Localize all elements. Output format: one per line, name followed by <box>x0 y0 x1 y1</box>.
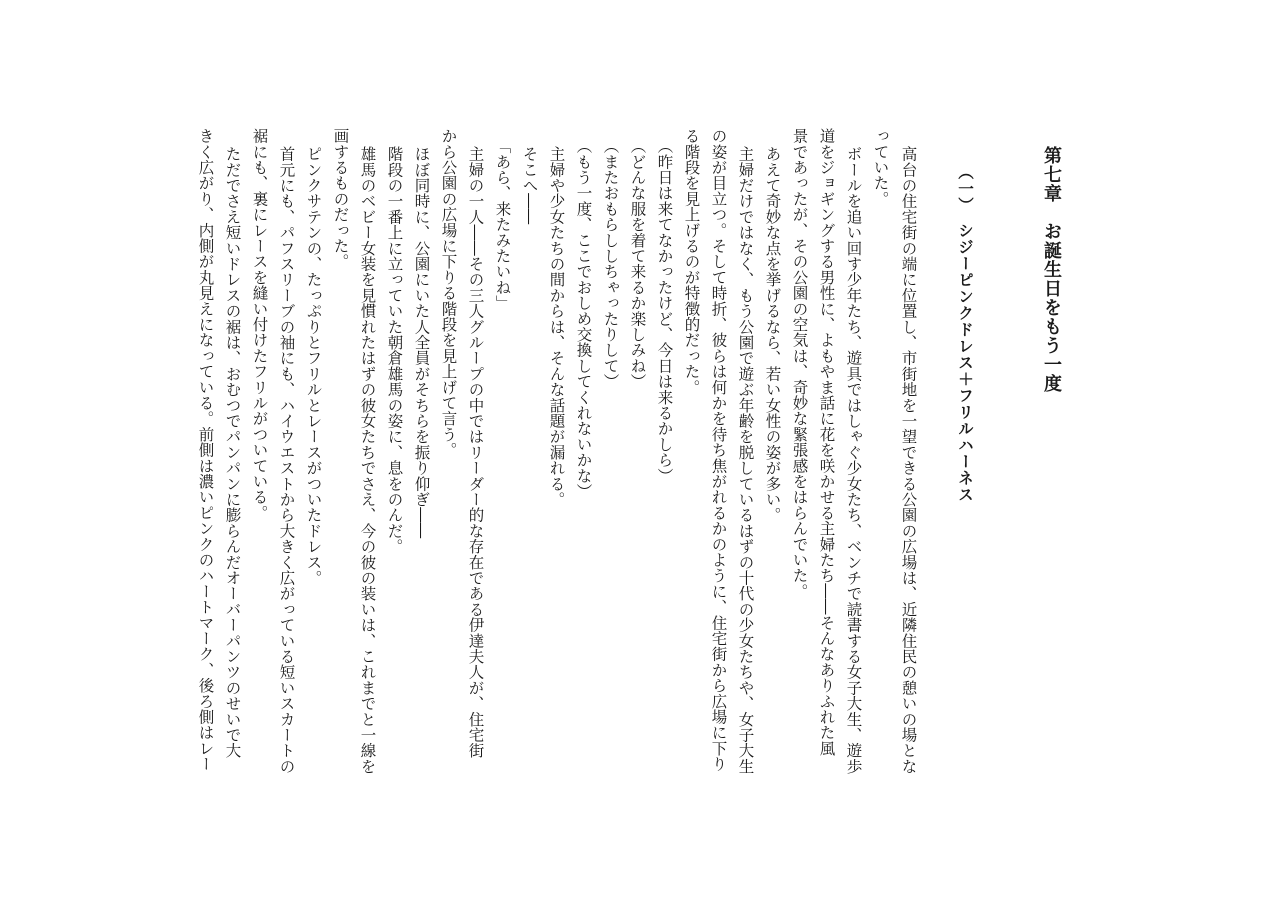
body-line: 主婦の一人――その三人グループの中ではリーダー的な存在である伊達夫人が、住宅街 <box>466 146 485 759</box>
body-line: ただでさえ短いドレスの裾は、おむつでパンパンに膨らんだオーバーパンツのせいで大 <box>223 146 242 759</box>
body-line: 道をジョギングする男性に、よもやま話に花を咲かせる主婦たち――そんなありふれた風 <box>817 128 836 756</box>
body-line: 高台の住宅街の端に位置し、市街地を一望できる公園の広場は、近隣住民の憩いの場とな <box>899 146 918 774</box>
body-line: そこへ―― <box>520 146 539 225</box>
body-line: あえて奇妙な点を挙げるなら、若い女性の姿が多い。 <box>763 146 782 523</box>
body-line: の姿が目立つ。そして時折、彼らは何かを待ち焦がれるかのように、住宅街から広場に下り <box>709 128 728 772</box>
body-line: から公園の広場に下りる階段を見上げて言う。 <box>439 128 458 458</box>
body-line: ボールを追い回す少年たち、遊具ではしゃぐ少女たち、ベンチで読書する女子大生、遊歩 <box>844 146 863 774</box>
body-line: 裾にも、裏にレースを縫い付けたフリルがついている。 <box>250 128 269 521</box>
body-line: ほぼ同時に、公園にいた人全員がそちらを振り仰ぎ―― <box>412 146 431 539</box>
section-title: （一） シジーピンクドレス＋フリルハーネス <box>956 164 975 503</box>
body-line: （もう一度、ここでおしめ交換してくれないかな） <box>574 138 593 500</box>
body-line: 主婦や少女たちの間からは、そんな話題が漏れる。 <box>547 146 566 508</box>
body-line: る階段を見上げるのが特徴的だった。 <box>682 128 701 395</box>
body-line: きく広がり、内側が丸見えになっている。前側は濃いピンクのハートマーク、後ろ側はレー <box>196 128 215 772</box>
chapter-title: 第七章 お誕生日をもう一度 <box>1041 146 1062 393</box>
body-line: 主婦だけではなく、もう公園で遊ぶ年齢を脱しているはずの十代の少女たちや、女子大生 <box>736 146 755 774</box>
body-line: （昨日は来てなかったけど、今日は来るかしら） <box>655 138 674 484</box>
body-line: 画するものだった。 <box>331 128 350 270</box>
body-line: 階段の一番上に立っていた朝倉雄馬の姿に、息をのんだ。 <box>385 146 404 555</box>
body-line: っていた。 <box>871 128 890 207</box>
body-line: 首元にも、パフスリーブの袖にも、ハイウエストから大きく広がっている短いスカートの <box>277 146 296 774</box>
body-line: （またおもらししちゃったりして） <box>601 138 620 390</box>
body-line: 「あら、来たみたいね」 <box>493 138 512 311</box>
body-line: 雄馬のベビー女装を見慣れたはずの彼女たちでさえ、今の彼の装いは、これまでと一線を <box>358 146 377 774</box>
body-line: 景であったが、その公園の空気は、奇妙な緊張感をはらんでいた。 <box>790 128 809 599</box>
body-line: （どんな服を着て来るか楽しみね） <box>628 138 647 390</box>
body-line: ピンクサテンの、たっぷりとフリルとレースがついたドレス。 <box>304 146 323 586</box>
